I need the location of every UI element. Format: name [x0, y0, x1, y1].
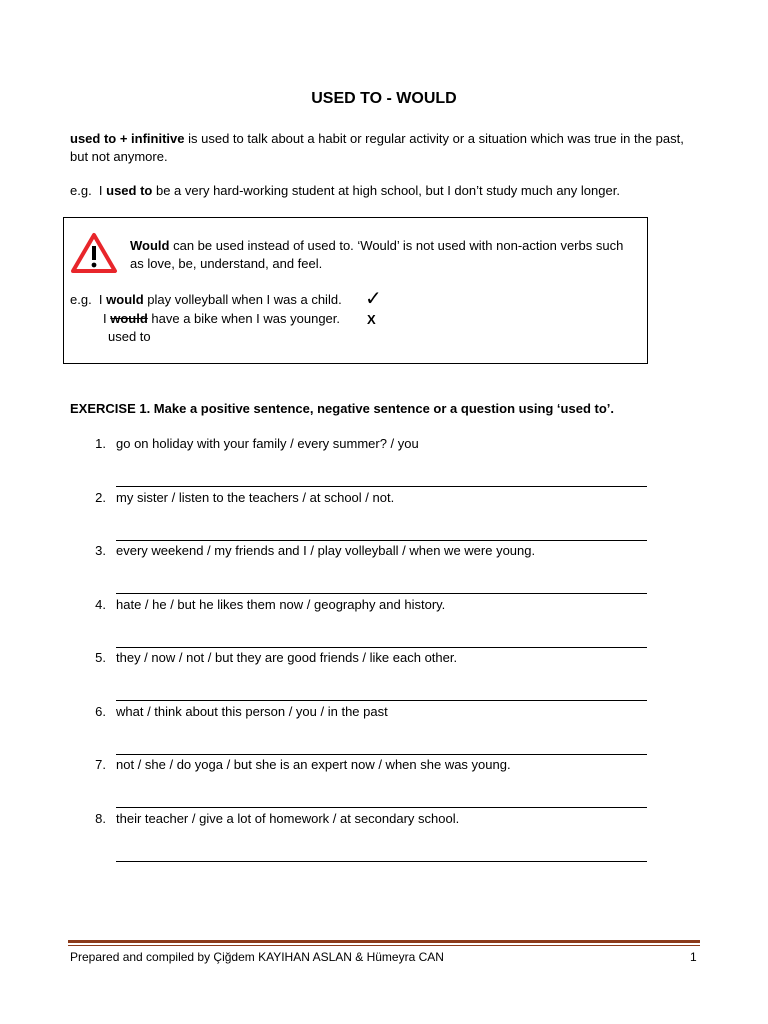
- item-number: 3.: [95, 543, 106, 558]
- box-example-bold: would: [106, 292, 144, 307]
- item-text: my sister / listen to the teachers / at school / not.: [116, 490, 395, 505]
- item-number: 5.: [95, 650, 106, 665]
- note-text: can be used instead of used to. ‘Would’ is not used with non-action verbs such as love, be, understand, and feel.: [130, 238, 624, 271]
- item-number: 4.: [95, 597, 106, 612]
- item-text: they / now / not / but they are good friends / like each other.: [116, 650, 458, 665]
- page-title: USED TO - WOULD: [311, 90, 457, 107]
- warning-triangle-icon: [70, 232, 118, 274]
- would-note: [130, 237, 640, 273]
- answer-line[interactable]: [116, 540, 647, 541]
- answer-line[interactable]: [116, 647, 647, 648]
- intro-bold: used to + infinitive: [70, 131, 185, 146]
- item-text: not / she / do yoga / but she is an expert now / when she was young.: [116, 757, 511, 772]
- exercise-title: EXERCISE 1. Make a positive sentence, negative sentence or a question using ‘used to’.: [70, 401, 614, 416]
- footer-rule-thick: [68, 940, 700, 943]
- note-bold: Would: [130, 238, 170, 253]
- item-number: 8.: [95, 811, 106, 826]
- item-text: hate / he / but he likes them now / geography and history.: [116, 597, 446, 612]
- box-example-prefix: e.g. I: [70, 292, 107, 307]
- item-number: 7.: [95, 757, 106, 772]
- answer-line[interactable]: [116, 861, 647, 862]
- item-number: 2.: [95, 490, 106, 505]
- intro-paragraph: [70, 130, 695, 166]
- footer-rule-thin: [68, 945, 700, 946]
- answer-line[interactable]: [116, 807, 647, 808]
- item-number: 1.: [95, 436, 106, 451]
- box-example-text: play volleyball when I was a child.: [143, 292, 342, 307]
- example-prefix: e.g. I: [70, 183, 107, 198]
- answer-line[interactable]: [116, 700, 647, 701]
- box-example-correct: [70, 292, 342, 307]
- answer-line[interactable]: [116, 593, 647, 594]
- cross-mark-icon: X: [367, 312, 376, 327]
- box-example-b-text: have a bike when I was younger.: [147, 311, 341, 326]
- example-sentence: [70, 183, 620, 198]
- example-bold: used to: [106, 183, 153, 198]
- item-number: 6.: [95, 704, 106, 719]
- page-number: 1: [690, 950, 697, 964]
- correction-text: used to: [108, 329, 151, 344]
- answer-line[interactable]: [116, 754, 647, 755]
- box-example-incorrect: [103, 311, 340, 326]
- struck-word: would: [110, 311, 148, 326]
- item-text: every weekend / my friends and I / play volleyball / when we were young.: [116, 543, 536, 558]
- answer-line[interactable]: [116, 486, 647, 487]
- footer-credit: Prepared and compiled by Çiğdem KAYIHAN ASLAN & Hümeyra CAN: [70, 950, 444, 964]
- example-text: be a very hard-working student at high school, but I don’t study much any longer.: [152, 183, 620, 198]
- box-example-b-prefix: I: [103, 311, 111, 326]
- checkmark-icon: ✓: [365, 286, 382, 310]
- intro-text: is used to talk about a habit or regular activity or a situation which was true in the past, but not anymore.: [70, 131, 684, 164]
- item-text: go on holiday with your family / every summer? / you: [116, 436, 419, 451]
- item-text: what / think about this person / you / in the past: [116, 704, 388, 719]
- item-text: their teacher / give a lot of homework / at secondary school.: [116, 811, 460, 826]
